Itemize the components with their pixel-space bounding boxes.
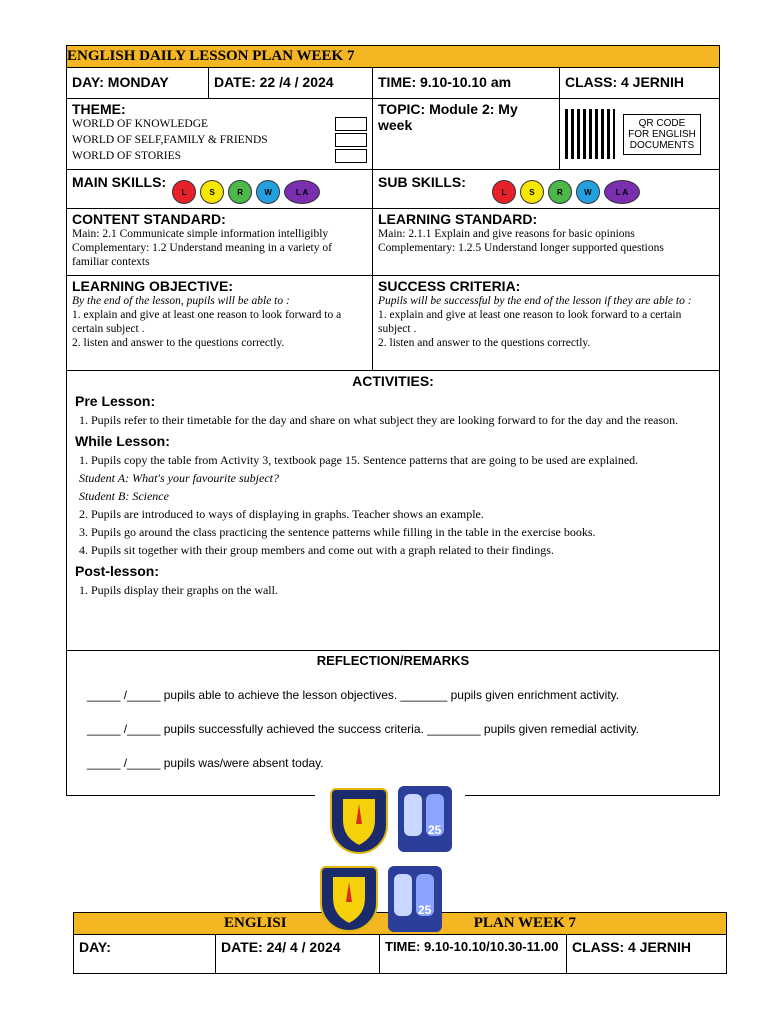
dialogue-line: Student B: Science	[79, 489, 169, 503]
objective-cell	[67, 276, 373, 370]
activities-section	[67, 371, 719, 651]
theme-label: THEME:	[72, 101, 126, 117]
criteria-cell	[373, 276, 719, 370]
theme-cell	[67, 99, 373, 169]
class-cell: CLASS: 4 JERNIH	[565, 74, 685, 90]
while-lesson-step: 4. Pupils sit together with their group members and come out with a graph related to their findings.	[79, 543, 554, 557]
theme-option: WORLD OF KNOWLEDGE	[72, 118, 209, 130]
criteria-label: SUCCESS CRITERIA:	[378, 278, 521, 294]
time-cell: TIME: 9.10-10.10 am	[373, 68, 560, 98]
writing-skill-icon: W	[256, 180, 280, 204]
lesson-plan-1	[66, 45, 720, 796]
reflection-line: _____ /_____ pupils successfully achieved the success criteria. ________ pupils given remedial activity.	[87, 722, 640, 736]
day-cell: DAY: MONDAY	[67, 68, 209, 98]
school-crest-logo	[330, 788, 388, 854]
criteria-item: 1. explain and give at least one reason to look forward to a certain subject .	[378, 309, 682, 335]
objective-item: 1. explain and give at least one reason to look forward to a certain subject .	[72, 309, 342, 335]
plan2-day-cell: DAY:	[74, 935, 216, 973]
program-25-logo	[398, 786, 452, 852]
school-crest-logo	[320, 866, 378, 932]
theme-checkbox[interactable]	[335, 133, 367, 147]
qr-code-icon[interactable]	[565, 109, 615, 159]
criteria-intro: Pupils will be successful by the end of the lesson if they are able to :	[378, 295, 692, 307]
writing-skill-icon: W	[576, 180, 600, 204]
plan2-class-cell: CLASS: 4 JERNIH	[572, 939, 692, 955]
svg-text:25: 25	[428, 823, 442, 837]
date-cell: DATE: 22 /4 / 2024	[209, 68, 373, 98]
language-arts-skill-icon: L A	[284, 180, 320, 204]
theme-checkbox[interactable]	[335, 117, 367, 131]
sub-skills-cell	[373, 170, 719, 208]
content-standard-label: CONTENT STANDARD:	[72, 211, 226, 227]
content-standard-cell	[67, 209, 373, 275]
theme-option: WORLD OF SELF,FAMILY & FRIENDS	[72, 134, 268, 146]
listening-skill-icon: L	[492, 180, 516, 204]
reading-skill-icon: R	[548, 180, 572, 204]
listening-skill-icon: L	[172, 180, 196, 204]
activities-label: ACTIVITIES:	[352, 373, 434, 389]
plan2-date-cell: DATE: 24/ 4 / 2024	[216, 935, 380, 973]
speaking-skill-icon: S	[520, 180, 544, 204]
plan2-time-cell: TIME: 9.10-10.10/10.30-11.00	[380, 935, 567, 973]
learning-standard-cell	[373, 209, 719, 275]
content-complementary: Complementary: 1.2 Understand meaning in a variety of familiar contexts	[72, 242, 332, 268]
reflection-label: REFLECTION/REMARKS	[316, 653, 470, 668]
learning-complementary: Complementary: 1.2.5 Understand longer supported questions	[378, 242, 664, 254]
logo-strip-2	[312, 866, 462, 922]
reflection-line: _____ /_____ pupils able to achieve the lesson objectives. _______ pupils given enrichment activity.	[87, 688, 620, 702]
reflection-section	[67, 651, 719, 795]
topic-cell: TOPIC: Module 2: My week	[373, 99, 560, 169]
while-lesson-step: 1. Pupils copy the table from Activity 3, textbook page 15. Sentence patterns that are going to be used are explained.	[79, 453, 639, 467]
criteria-item: 2. listen and answer to the questions correctly.	[378, 337, 591, 349]
pre-lesson-step: 1. Pupils refer to their timetable for the day and share on what subject they are looking forward to for the day and the reason.	[79, 413, 679, 427]
plan2-title-left: ENGLISI	[224, 915, 287, 931]
while-lesson-step: 3. Pupils go around the class practicing the sentence patterns while filling in the table in the exercise books.	[79, 525, 596, 539]
speaking-skill-icon: S	[200, 180, 224, 204]
program-25-logo	[388, 866, 442, 932]
qr-cell	[560, 99, 719, 169]
language-arts-skill-icon: L A	[604, 180, 640, 204]
theme-option: WORLD OF STORIES	[72, 150, 182, 162]
theme-checkbox[interactable]	[335, 149, 367, 163]
learning-main: Main: 2.1.1 Explain and give reasons for basic opinions	[378, 228, 635, 240]
content-main: Main: 2.1 Communicate simple information intelligibly	[72, 228, 329, 240]
dialogue-line: Student A: What's your favourite subject?	[79, 471, 279, 485]
main-skills-label: MAIN SKILLS:	[72, 174, 167, 190]
sub-skills-label: SUB SKILLS:	[378, 174, 466, 190]
qr-label: QR CODE FOR ENGLISH DOCUMENTS	[623, 114, 701, 155]
plan-title-text: ENGLISH DAILY LESSON PLAN WEEK 7	[67, 48, 355, 64]
svg-text:25: 25	[418, 903, 432, 917]
objective-item: 2. listen and answer to the questions correctly.	[72, 337, 285, 349]
plan2-title-right: PLAN WEEK 7	[473, 915, 576, 931]
learning-standard-label: LEARNING STANDARD:	[378, 211, 538, 227]
while-lesson-step: 2. Pupils are introduced to ways of displaying in graphs. Teacher shows an example.	[79, 507, 484, 521]
main-skills-cell	[67, 170, 373, 208]
reflection-line: _____ /_____ pupils was/were absent today.	[87, 756, 324, 770]
post-lesson-label: Post-lesson:	[75, 563, 160, 579]
reading-skill-icon: R	[228, 180, 252, 204]
pre-lesson-label: Pre Lesson:	[75, 393, 156, 409]
objective-label: LEARNING OBJECTIVE:	[72, 278, 234, 294]
post-lesson-step: 1. Pupils display their graphs on the wall.	[79, 583, 278, 597]
objective-intro: By the end of the lesson, pupils will be able to :	[72, 295, 290, 307]
while-lesson-label: While Lesson:	[75, 433, 170, 449]
plan-title	[67, 46, 719, 68]
